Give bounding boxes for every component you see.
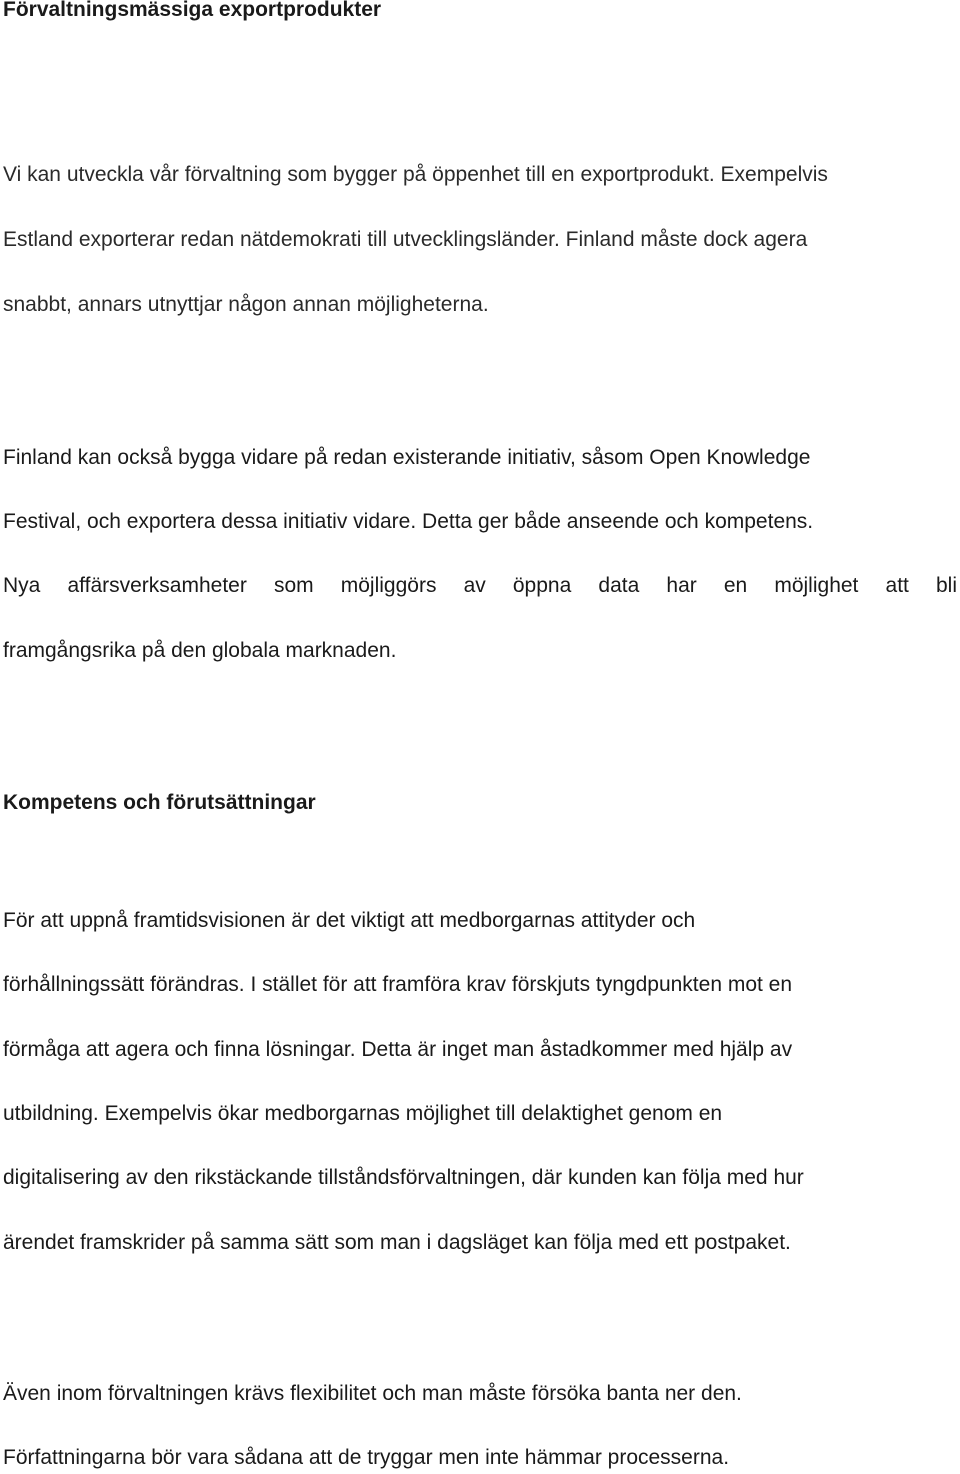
paragraph-line: För att uppnå framtidsvisionen är det viktigt att medborgarnas attityder och: [3, 909, 696, 932]
section-heading-export: Förvaltningsmässiga exportprodukter: [3, 0, 382, 21]
paragraph-line: utbildning. Exempelvis ökar medborgarnas möjlighet till delaktighet genom en: [3, 1102, 723, 1125]
paragraph-line: förhållningssätt förändras. I stället för att framföra krav förskjuts tyngdpunkten mot en: [3, 973, 793, 996]
paragraph-line: ärendet framskrider på samma sätt som man i dagsläget kan följa med ett postpaket.: [3, 1231, 791, 1254]
paragraph-line: framgångsrika på den globala marknaden.: [3, 639, 397, 662]
paragraph-line: Författningarna bör vara sådana att de tryggar men inte hämmar processerna.: [3, 1446, 730, 1469]
paragraph-line: Även inom förvaltningen krävs flexibilitet och man måste försöka banta ner den.: [3, 1382, 742, 1405]
paragraph-line: Estland exporterar redan nätdemokrati till utvecklingsländer. Finland måste dock agera: [3, 228, 808, 251]
paragraph-line: Nya affärsverksamheter som möjliggörs av öppna data har en möjlighet att bli: [3, 574, 957, 597]
paragraph-line: digitalisering av den rikstäckande tillståndsförvaltningen, där kunden kan följa med hur: [3, 1166, 804, 1189]
paragraph-line: förmåga att agera och finna lösningar. Detta är inget man åstadkommer med hjälp av: [3, 1038, 793, 1061]
paragraph-line: Finland kan också bygga vidare på redan existerande initiativ, såsom Open Knowledge: [3, 446, 811, 469]
paragraph-line: Vi kan utveckla vår förvaltning som bygger på öppenhet till en exportprodukt. Exempelvis: [3, 163, 828, 186]
section-heading-competence: Kompetens och förutsättningar: [3, 791, 316, 814]
paragraph-line: snabbt, annars utnyttjar någon annan möjligheterna.: [3, 293, 489, 316]
paragraph-line: Festival, och exportera dessa initiativ vidare. Detta ger både anseende och kompetens.: [3, 510, 814, 533]
